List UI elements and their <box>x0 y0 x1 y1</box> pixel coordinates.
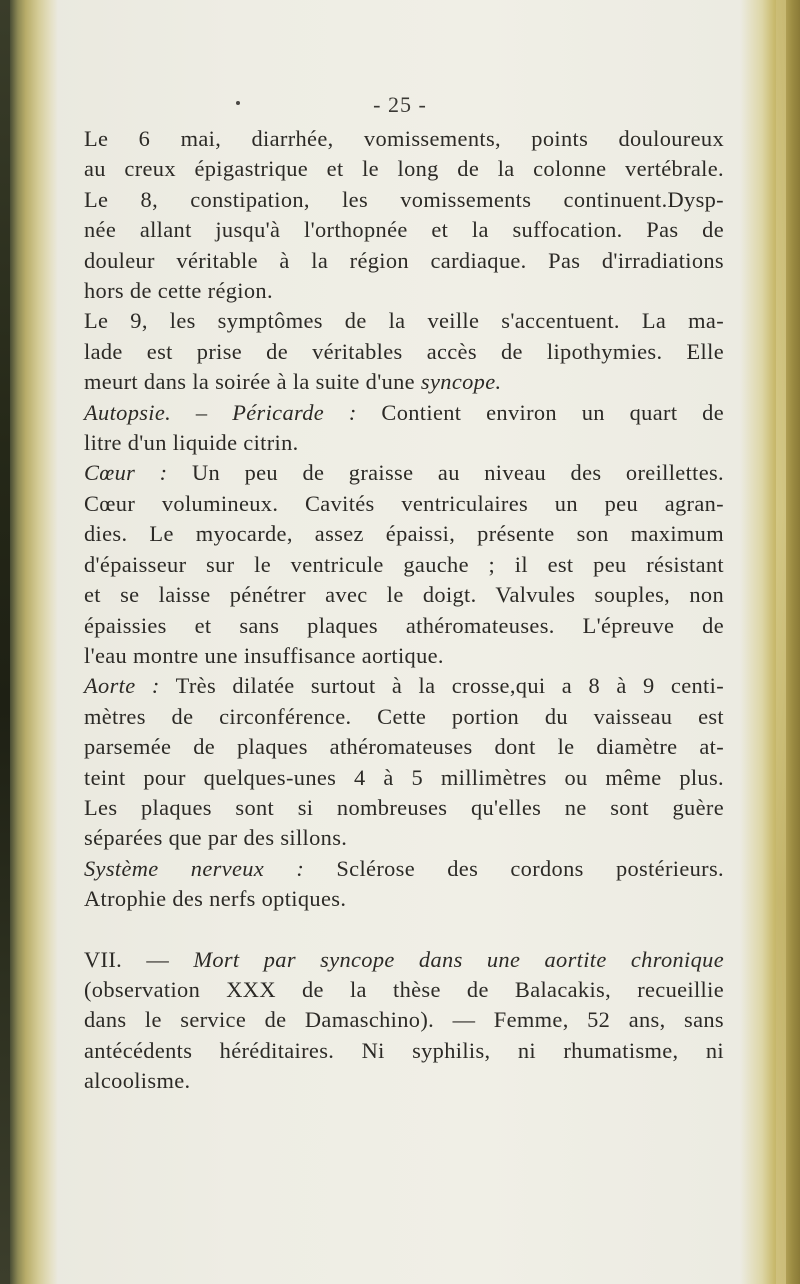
paragraph-autopsie <box>84 398 724 459</box>
text-line: antécédents héréditaires. Ni syphilis, ni rhumatisme, ni <box>84 1037 724 1063</box>
paragraph-coeur <box>84 458 724 671</box>
text-segment: Très dilatée surtout à la crosse,qui a 8 à 9 centi- <box>159 673 725 699</box>
text-line: (observation XXX de la thèse de Balacakis, recueillie <box>84 976 724 1002</box>
text-line: lade est prise de véritables accès de lipothymies. Elle <box>84 338 724 364</box>
paragraph-may-9 <box>84 306 724 397</box>
italic-term-syncope: syncope. <box>420 369 502 395</box>
text-line: au creux épigastrique et le long de la colonne vertébrale. <box>84 156 724 182</box>
text-line: Le 8, constipation, les vomissements continuent.Dysp- <box>84 186 724 212</box>
text-line <box>84 671 724 701</box>
text-line: née allant jusqu'à l'orthopnée et la suffocation. Pas de <box>84 217 724 243</box>
binding-shadow <box>0 0 10 1284</box>
page-number: - 25 - <box>373 92 427 117</box>
section-gap <box>84 915 724 945</box>
observation-title: Mort par syncope dans une aortite chronique <box>193 946 724 972</box>
text-line: Le 6 mai, diarrhée, vomissements, points douloureux <box>84 126 724 151</box>
text-line: Atrophie des nerfs optiques. <box>84 886 347 912</box>
text-line <box>84 458 724 488</box>
section-heading-autopsie: Autopsie. – Péricarde : <box>84 399 357 425</box>
text-line: Cœur volumineux. Cavités ventriculaires un peu agran- <box>84 490 724 516</box>
observation-number: VII. — <box>84 946 170 972</box>
text-line: épaissies et sans plaques athéromateuses. L'épreuve de <box>84 612 724 638</box>
text-line: Le 9, les symptômes de la veille s'accentuent. La ma- <box>84 308 724 334</box>
text-line: Les plaques sont si nombreuses qu'elles ne sont guère <box>84 794 724 820</box>
text-line: l'eau montre une insuffisance aortique. <box>84 642 444 668</box>
paragraph-systeme-nerveux <box>84 854 724 915</box>
page-edge-right <box>740 0 800 1284</box>
observation-vii <box>84 945 724 1097</box>
paragraph-aorte <box>84 671 724 853</box>
text-line: alcoolisme. <box>84 1068 191 1094</box>
body-text <box>84 124 724 1097</box>
text-line: teint pour quelques-unes 4 à 5 millimètres ou même plus. <box>84 764 724 790</box>
text-line: litre d'un liquide citrin. <box>84 430 299 456</box>
section-heading-systeme-nerveux: Système nerveux : <box>84 855 305 881</box>
text-line: dies. Le myocarde, assez épaissi, présente son maximum <box>84 521 724 547</box>
text-line: hors de cette région. <box>84 278 273 304</box>
section-heading-aorte: Aorte : <box>84 673 160 699</box>
page-edge-stain <box>776 0 786 1284</box>
text-line: dans le service de Damaschino). — Femme, 52 ans, sans <box>84 1007 724 1033</box>
paragraph-may-6 <box>84 124 724 306</box>
text-line <box>84 367 724 397</box>
text-line <box>84 854 724 884</box>
text-line: parsemée de plaques athéromateuses dont le diamètre at- <box>84 734 724 760</box>
text-line <box>84 398 724 428</box>
text-line: séparées que par des sillons. <box>84 825 348 851</box>
text-segment: Contient environ un quart de <box>356 399 725 425</box>
text-line <box>84 945 724 975</box>
text-segment: meurt dans la soirée à la suite d'une <box>84 369 421 395</box>
text-segment: Un peu de graisse au niveau des oreillettes. <box>167 460 725 486</box>
text-line: d'épaisseur sur le ventricule gauche ; il est peu résistant <box>84 551 724 577</box>
section-heading-coeur: Cœur : <box>84 460 168 486</box>
text-line: mètres de circonférence. Cette portion du vaisseau est <box>84 703 724 729</box>
text-line: et se laisse pénétrer avec le doigt. Valvules souples, non <box>84 582 724 608</box>
text-line: douleur véritable à la région cardiaque. Pas d'irradiations <box>84 247 724 273</box>
text-segment: Sclérose des cordons postérieurs. <box>304 855 724 881</box>
